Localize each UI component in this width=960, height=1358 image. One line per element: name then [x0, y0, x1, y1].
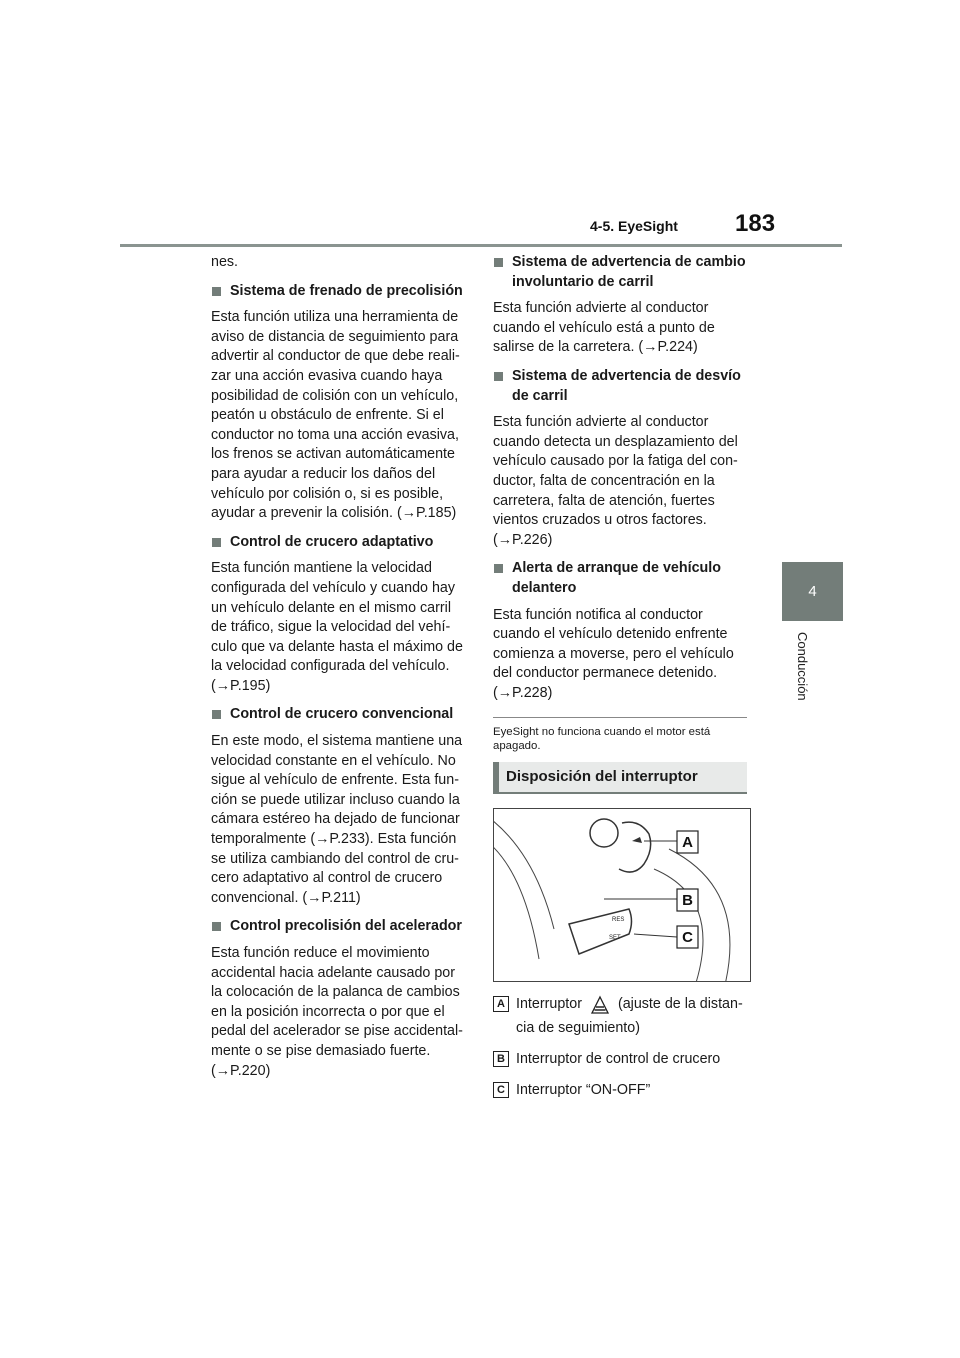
section-heading: Control precolisión del acelerador — [211, 917, 465, 937]
section-heading: Sistema de advertencia de desvío de carril — [493, 367, 747, 406]
callout-c — [493, 1078, 747, 1102]
bullet-square-icon — [212, 922, 221, 931]
section-body: Esta función notifica al conductor cuando el vehículo detenido enfrente comienza a moverse, pero el vehículo del conductor permanece detenido. (→P.228) — [493, 606, 734, 701]
chapter-title: Conducción — [795, 632, 810, 701]
figure-label-c: C — [682, 929, 693, 947]
callout-text-c: Interruptor “ON-OFF” — [516, 1082, 651, 1099]
heading-accent-bar — [493, 762, 499, 792]
section-body: En este modo, el sistema mantiene una velocidad constante en el vehículo. No sigue al vehículo de enfrente. Esta fun-ción se puede utilizar incluso cuando la cámara estéreo ha dejado de funcionar temporalmente (→P.233). Esta función se utiliza cambiando del control de cru-cero adaptativo al control de crucero convencional. (→P.211) — [211, 733, 463, 906]
box-heading — [493, 762, 747, 794]
section-body: Esta función advierte al conductor cuando el vehículo está a punto de salirse de la carretera. (→P.224) — [493, 300, 715, 356]
switch-layout-figure — [493, 808, 751, 982]
left-column — [211, 253, 465, 1090]
callout-a — [493, 992, 747, 1040]
section-body: Esta función advierte al conductor cuando detecta un desplazamiento del vehículo causado por la fatiga del con-ductor, falta de concentración en la carretera, falta de atención, fuertes vientos cruzados u otros factores. (→P.226) — [493, 414, 738, 548]
section-body: Esta función mantiene la velocidad configurada del vehículo y cuando hay un vehículo delante en el mismo carril de tráfico, sigue la velocidad del vehí-culo que va delante hasta el máximo de la velocidad configurada del vehículo. (→P.195) — [211, 560, 463, 694]
callout-text-b: Interruptor de control de crucero — [516, 1051, 721, 1068]
section-body: Esta función utiliza una herramienta de aviso de distancia de seguimiento para advertir al conductor de que debe reali-zar una acción evasiva cuando haya posibilidad de colisión con un vehículo, peatón u obstáculo de enfrente. Si el conductor no toma una acción evasiva, los frenos se activan automáticamente para ayudar a reducir los daños del vehículo por colisión o, si es posible, ayudar a prevenir la colisión. (→P.185) — [211, 309, 460, 522]
section-heading: Control de crucero convencional — [211, 705, 465, 725]
bullet-square-icon — [494, 564, 503, 573]
bullet-square-icon — [212, 538, 221, 547]
note-divider — [493, 717, 747, 718]
section-body: Esta función reduce el movimiento accidental hacia adelante causado por la colocación de la palanca de cambios en la posición incorrecta o por que el pedal del acelerador se pise accidental-mente o se pise demasiado fuerte. (→P.220) — [211, 945, 463, 1079]
callout-badge-c: C — [493, 1082, 509, 1098]
section-label: 4-5. EyeSight — [590, 218, 678, 234]
switch-text-set: SET — [609, 935, 621, 942]
section-heading: Alerta de arranque de vehículo delantero — [493, 559, 747, 598]
callout-text-a: Interruptor (ajuste de la distan-cia de seguimiento) — [516, 996, 743, 1037]
box-heading-text: Disposición del interruptor — [506, 768, 698, 786]
header-rule — [120, 244, 842, 247]
steering-wheel-illustration — [494, 809, 750, 981]
figure-label-b: B — [682, 892, 693, 910]
right-column — [493, 253, 747, 1109]
bullet-square-icon — [494, 258, 503, 267]
chapter-tab[interactable] — [782, 562, 843, 621]
callout-badge-a: A — [493, 996, 509, 1012]
intro-text: nes. — [211, 254, 239, 270]
note-text: EyeSight no funciona cuando el motor está apagado. — [493, 726, 711, 752]
following-distance-icon — [590, 995, 610, 1015]
figure-label-a: A — [682, 834, 693, 852]
bullet-square-icon — [212, 287, 221, 296]
callout-badge-b: B — [493, 1051, 509, 1067]
bullet-square-icon — [212, 710, 221, 719]
page-number: 183 — [735, 210, 776, 237]
section-heading: Sistema de advertencia de cambio involuntario de carril — [493, 253, 747, 292]
section-heading: Sistema de frenado de precolisión — [211, 282, 465, 302]
callout-b — [493, 1047, 747, 1071]
section-heading: Control de crucero adaptativo — [211, 533, 465, 553]
bullet-square-icon — [494, 372, 503, 381]
chapter-number: 4 — [808, 583, 817, 600]
switch-text-res: RES — [612, 917, 625, 924]
